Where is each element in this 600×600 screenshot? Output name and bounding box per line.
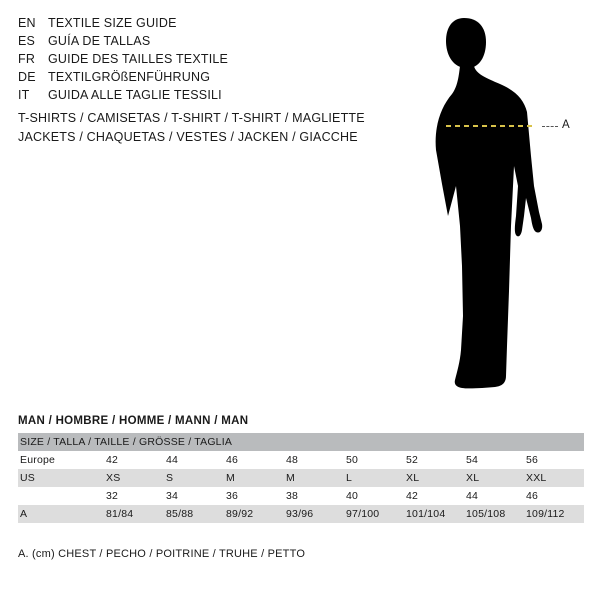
cell: 48 (284, 451, 344, 469)
cell: 101/104 (404, 505, 464, 523)
language-title: GUÍA DE TALLAS (48, 34, 151, 48)
size-table (18, 433, 584, 523)
cell: 38 (284, 487, 344, 505)
cell: 32 (104, 487, 164, 505)
cell: 52 (404, 451, 464, 469)
table-header-label: SIZE / TALLA / TAILLE / GRÖSSE / TAGLIA (18, 433, 584, 451)
cell: 93/96 (284, 505, 344, 523)
language-title: TEXTILGRÖßENFÜHRUNG (48, 70, 211, 84)
cell: 97/100 (344, 505, 404, 523)
cell: 44 (464, 487, 524, 505)
language-code: ES (18, 34, 36, 48)
table-row (18, 469, 584, 487)
row-label: Europe (18, 451, 104, 469)
table-title: MAN / HOMBRE / HOMME / MANN / MAN (18, 415, 249, 427)
cell: XL (404, 469, 464, 487)
cell: 109/112 (524, 505, 584, 523)
size-table-block (18, 415, 584, 523)
table-row (18, 505, 584, 523)
list-item (18, 70, 348, 88)
list-item (18, 52, 348, 70)
cell: 81/84 (104, 505, 164, 523)
measure-leader-line (542, 126, 558, 127)
category-jackets: JACKETS / CHAQUETAS / VESTES / JACKEN / GIACCHE (18, 130, 358, 144)
cell: 44 (164, 451, 224, 469)
list-item (18, 88, 348, 106)
table-row (18, 451, 584, 469)
category-tshirts: T-SHIRTS / CAMISETAS / T-SHIRT / T-SHIRT / MAGLIETTE (18, 111, 365, 125)
cell: S (164, 469, 224, 487)
cell: 50 (344, 451, 404, 469)
language-title-list (18, 16, 348, 106)
cell: 46 (524, 487, 584, 505)
cell: 105/108 (464, 505, 524, 523)
cell: 42 (104, 451, 164, 469)
table-header-row (18, 433, 584, 451)
row-label: A (18, 505, 104, 523)
language-code: EN (18, 16, 36, 30)
table-row (18, 487, 584, 505)
list-item (18, 34, 348, 52)
language-code: FR (18, 52, 36, 66)
list-item (18, 16, 348, 34)
language-title: GUIDA ALLE TAGLIE TESSILI (48, 88, 222, 102)
language-title: TEXTILE SIZE GUIDE (48, 16, 177, 30)
cell: 85/88 (164, 505, 224, 523)
cell: 46 (224, 451, 284, 469)
language-title: GUIDE DES TAILLES TEXTILE (48, 52, 229, 66)
cell: M (224, 469, 284, 487)
cell: 36 (224, 487, 284, 505)
cell: 56 (524, 451, 584, 469)
garment-category-list (18, 111, 365, 149)
male-torso-silhouette (390, 16, 590, 396)
cell: 42 (404, 487, 464, 505)
cell: M (284, 469, 344, 487)
language-code: IT (18, 88, 30, 102)
silhouette-figure (390, 16, 590, 396)
footnote-chest-measure: A. (cm) CHEST / PECHO / POITRINE / TRUHE / PETTO (18, 548, 306, 560)
cell: 89/92 (224, 505, 284, 523)
cell: XS (104, 469, 164, 487)
language-code: DE (18, 70, 36, 84)
cell: 54 (464, 451, 524, 469)
cell: 34 (164, 487, 224, 505)
row-label: US (18, 469, 104, 487)
cell: L (344, 469, 404, 487)
cell: 40 (344, 487, 404, 505)
row-label (18, 487, 104, 505)
cell: XXL (524, 469, 584, 487)
cell: XL (464, 469, 524, 487)
measure-label-a: A (562, 119, 571, 131)
